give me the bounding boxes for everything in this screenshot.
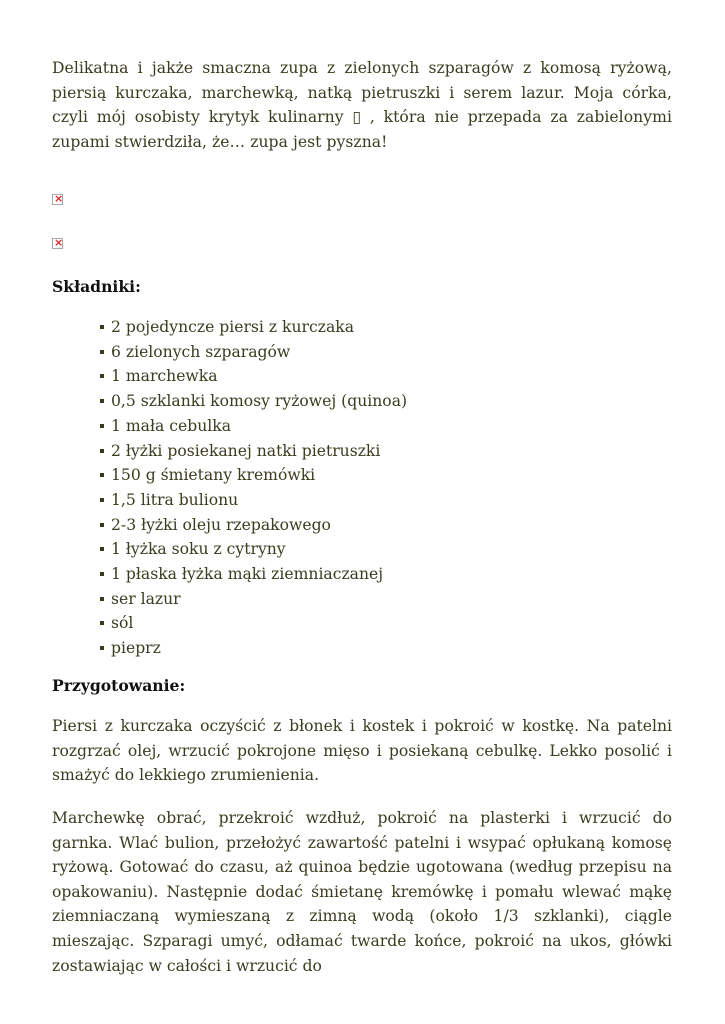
preparation-heading: Przygotowanie: <box>52 676 186 695</box>
list-item: 2 łyżki posiekanej natki pietruszki <box>100 439 407 464</box>
list-item: 6 zielonych szparagów <box>100 340 407 365</box>
list-item: 1 mała cebulka <box>100 414 407 439</box>
list-item: 0,5 szklanki komosy ryżowej (quinoa) <box>100 389 407 414</box>
list-item: pieprz <box>100 636 407 661</box>
list-item: 1 łyżka soku z cytryny <box>100 537 407 562</box>
broken-image-icon <box>52 194 63 205</box>
preparation-step: Marchewkę obrać, przekroić wzdłuż, pokroić na plasterki i wrzucić do garnka. Wlać bulion, przełożyć zawartość patelni i wsypać opłukaną komosę ryżową. Gotować do czasu, aż quinoa będzie ugotowana (według przepisu na opakowaniu). Następnie dodać śmietanę kremówkę i pomału wlewać mąkę ziemniaczaną wymieszaną z zimną wodą (około 1/3 szklanki), ciągle mieszając. Szparagi umyć, odłamać twarde końce, pokroić na ukos, główki zostawiając w całości i wrzucić do <box>52 809 672 975</box>
intro-paragraph: Delikatna i jakże smaczna zupa z zielonych szparagów z komosą ryżową, piersią kurczaka, marchewką, natką pietruszki i serem lazur. Moja córka, czyli mój osobisty krytyk kulinarny ▯ , która nie przepada za zabielonymi zupami stwierdziła, że… zupa jest pyszna! <box>52 59 672 151</box>
list-item: 1 płaska łyżka mąki ziemniaczanej <box>100 562 407 587</box>
list-item: 1 marchewka <box>100 364 407 389</box>
list-item: sól <box>100 611 407 636</box>
broken-image-icon <box>52 238 63 249</box>
list-item: ser lazur <box>100 587 407 612</box>
list-item: 2-3 łyżki oleju rzepakowego <box>100 513 407 538</box>
list-item: 1,5 litra bulionu <box>100 488 407 513</box>
preparation-step: Piersi z kurczaka oczyścić z błonek i kostek i pokroić w kostkę. Na patelni rozgrzać olej, wrzucić pokrojone mięso i posiekaną cebulkę. Lekko posolić i smażyć do lekkiego zrumienienia. <box>52 717 672 785</box>
list-item: 2 pojedyncze piersi z kurczaka <box>100 315 407 340</box>
ingredients-list <box>100 315 407 661</box>
ingredients-heading: Składniki: <box>52 277 141 296</box>
list-item: 150 g śmietany kremówki <box>100 463 407 488</box>
